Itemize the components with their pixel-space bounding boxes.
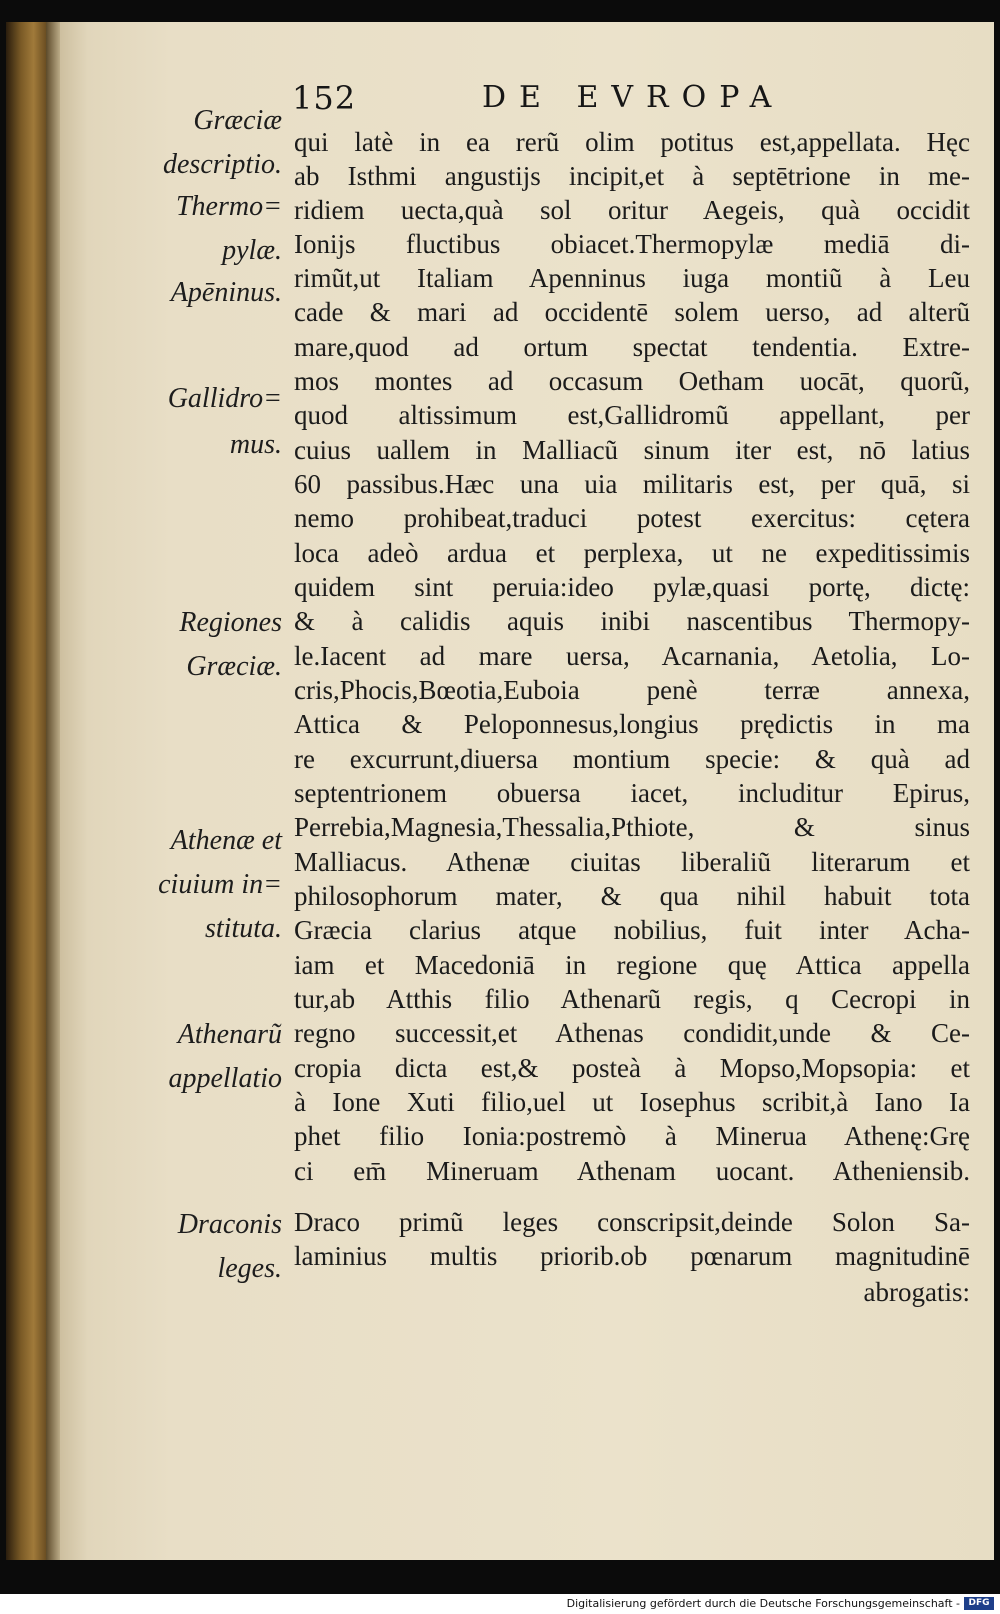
text-line: Ionijs fluctibus obiacet.Thermopylæ mediā di-	[294, 229, 970, 259]
text-line: ab Isthmi angustijs incipit,et à septētrione in me-	[294, 161, 970, 191]
margin-note: Græciæ	[193, 105, 282, 136]
text-line: Græcia clarius atque nobilius, fuit inter Acha-	[294, 915, 970, 945]
text-line: cropia dicta est,& posteà à Mopso,Mopsopia: et	[294, 1053, 970, 1083]
text-line: Malliacus. Athenæ ciuitas liberaliũ literarum et	[294, 847, 970, 877]
text-line: nemo prohibeat,traduci potest exercitus: cętera	[294, 503, 970, 533]
margin-note: Athenæ et	[170, 825, 282, 856]
text-line: quidem sint peruia:ideo pylæ,quasi portę, dictę:	[294, 572, 970, 602]
text-line: ridiem uecta,quà sol oritur Aegeis, quà occidit	[294, 195, 970, 225]
text-line: abrogatis:	[863, 1277, 970, 1307]
margin-note: Regiones	[179, 607, 282, 638]
text-line: mare,quod ad ortum spectat tendentia. Extre-	[294, 332, 970, 362]
text-line: re excurrunt,diuersa montium specie: & quà ad	[294, 744, 970, 774]
text-line: qui latè in ea rerũ olim potitus est,appellata. Hęc	[294, 127, 970, 157]
text-line: laminius multis priorib.ob pœnarum magnitudinē	[294, 1241, 970, 1271]
text-line: ci em̄ Mineruam Athenam uocant. Atheniensib.	[294, 1156, 970, 1186]
text-line: cris,Phocis,Bœotia,Euboia penè terræ annexa,	[294, 675, 970, 705]
text-line: cade & mari ad occidentē solem uerso, ad alterũ	[294, 297, 970, 327]
margin-note: Athenarũ	[177, 1019, 282, 1050]
digitization-credit: Digitalisierung gefördert durch die Deutsche Forschungsgemeinschaft -	[566, 1597, 960, 1610]
margin-note: pylæ.	[222, 235, 282, 266]
margin-note: stituta.	[204, 913, 282, 944]
margin-note: Draconis	[177, 1209, 282, 1240]
page-number: 152	[292, 79, 357, 117]
text-line: Attica & Peloponnesus,longius prędictis in ma	[294, 709, 970, 739]
text-line: & à calidis aquis inibi nascentibus Thermopy-	[294, 606, 970, 636]
margin-note: Gallidro=	[167, 383, 282, 414]
margin-note: descriptio.	[163, 149, 282, 180]
margin-note: leges.	[217, 1253, 282, 1284]
text-line: Draco primũ leges conscripsit,deinde Solon Sa-	[294, 1207, 970, 1237]
margin-note: mus.	[229, 429, 282, 460]
text-line: regno successit,et Athenas condidit,unde & Ce-	[294, 1018, 970, 1048]
margin-note: appellatio	[168, 1063, 282, 1094]
text-line: à Ione Xuti filio,uel ut Iosephus scribit,à Iano Ia	[294, 1087, 970, 1117]
text-line: septentrionem obuersa iacet, includitur Epirus,	[294, 778, 970, 808]
text-line: phet filio Ionia:postremò à Minerua Athenę:Grę	[294, 1121, 970, 1151]
text-line: tur,ab Atthis filio Athenarũ regis, q Cecropi in	[294, 984, 970, 1014]
text-line: rimũt,ut Italiam Apenninus iuga montiũ à Leu	[294, 263, 970, 293]
margin-note: Apēninus.	[170, 277, 282, 308]
text-line: iam et Macedoniā in regione quę Attica appella	[294, 950, 970, 980]
text-line: mos montes ad occasum Oetham uocāt, quorũ,	[294, 366, 970, 396]
text-line: Perrebia,Magnesia,Thessalia,Pthiote, & sinus	[294, 812, 970, 842]
text-line: quod altissimum est,Gallidromũ appellant, per	[294, 400, 970, 430]
margin-note: Græciæ.	[186, 651, 282, 682]
margin-note: Thermo=	[175, 191, 282, 222]
text-line: loca adeò ardua et perplexa, ut ne expeditissimis	[294, 538, 970, 568]
text-line: 60 passibus.Hæc una uia militaris est, per quā, si	[294, 469, 970, 499]
text-line: le.Iacent ad mare uersa, Acarnania, Aetolia, Lo-	[294, 641, 970, 671]
text-line: cuius uallem in Malliacũ sinum iter est, nō latius	[294, 435, 970, 465]
text-line: philosophorum mater, & qua nihil habuit tota	[294, 881, 970, 911]
dfg-logo: DFG	[964, 1597, 994, 1610]
running-title: DE EVROPA	[482, 80, 785, 115]
margin-note: ciuium in=	[158, 869, 282, 900]
